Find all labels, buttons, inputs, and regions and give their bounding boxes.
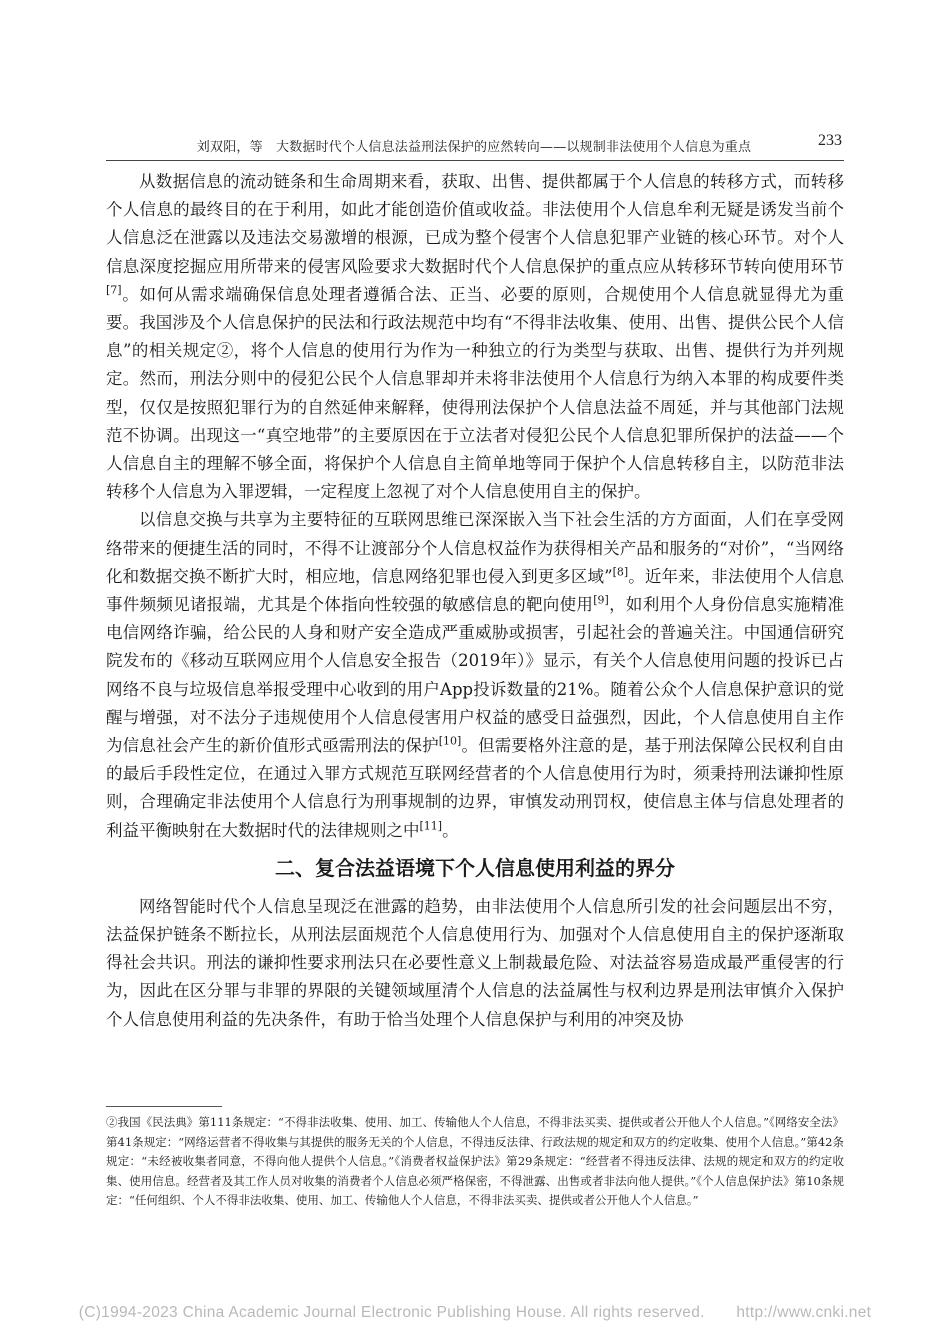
running-header: 刘双阳，等 大数据时代个人信息法益刑法保护的应然转向——以规制非法使用个人信息为重点: [196, 140, 752, 155]
paragraph-2-text-c: ，如利用个人身份信息实施精准电信网络诈骗，给公民的人身和财产安全造成严重威胁或损害，引起社会的普遍关注。中国通信研究院发布的《移动互联网应用个人信息安全报告（2019年）》显示，有关个人信息使用问题的投诉已占网络不良与垃圾信息举报受理中心收到的用户App投诉数量的21%。随着公众个人信息保护意识的觉醒与增强，对不法分子违规使用个人信息侵害用户权益的感受日益强烈，因此，个人信息使用自主作为信息社会产生的新价值形式亟需刑法的保护: [106, 595, 845, 756]
paragraph-2: [106, 506, 844, 844]
body-text: [106, 168, 844, 1034]
header-rule: [106, 160, 844, 161]
paragraph-2-text-a: 以信息交换与共享为主要特征的互联网思维已深深嵌入当下社会生活的方方面面，人们在享受网络带来的便捷生活的同时，不得不让渡部分个人信息权益作为获得相关产品和服务的“对价”，“当网络化和数据交换不断扩大时，相应地，信息网络犯罪也侵入到更多区域”: [106, 510, 844, 586]
citation-11[interactable]: [11]: [419, 819, 443, 833]
paragraph-1: [106, 168, 844, 506]
copyright-watermark: (C)1994-2023 China Academic Journal Electronic Publishing House. All rights reserved. http://www.cnki.net: [78, 1304, 872, 1321]
paragraph-1-text-a: 从数据信息的流动链条和生命周期来看，获取、出售、提供都属于个人信息的转移方式，而转移个人信息的最终目的在于利用，如此才能创造价值或收益。非法使用个人信息牟利无疑是诱发当前个人信息泛在泄露以及违法交易激增的根源，已成为整个侵害个人信息犯罪产业链的核心环节。对个人信息深度挖掘应用所带来的侵害风险要求大数据时代个人信息保护的重点应从转移环节转向使用环节: [106, 172, 844, 276]
section-heading: 二、复合法益语境下个人信息使用利益的界分: [275, 855, 675, 880]
paragraph-2-text-b: 。近年来，非法使用个人信息事件频频见诸报端，尤其是个体指向性较强的敏感信息的靶向使用: [106, 566, 845, 615]
page-number: 233: [818, 132, 842, 149]
citation-8[interactable]: [8]: [612, 565, 629, 579]
footnote: ②我国《民法典》第111条规定：“不得非法收集、使用、加工、传输他人个人信息，不得非法买卖、提供或者公开他人个人信息。”《网络安全法》第41条规定：“网络运营者不得收集与其提供的服务无关的个人信息，不得违反法律、行政法规的规定和双方的约定收集、使用个人信息。”第42条规定：“未经被收集者同意，不得向他人提供个人信息。”《消费者权益保护法》第29条规定：“经营者不得违反法律、法规的规定和双方的约定收集、使用信息。经营者及其工作人员对收集的消费者个人信息必须严格保密，不得泄露、出售或者非法向他人提供。”《个人信息保护法》第10条规定：“任何组织、个人不得非法收集、使用、加工、传输他人个人信息，不得非法买卖、提供或者公开他人个人信息。”: [106, 1115, 844, 1208]
paragraph-1-text-b: 。如何从需求端确保信息处理者遵循合法、正当、必要的原则，合规使用个人信息就显得尤为重要。我国涉及个人信息保护的民法和行政法规范中均有“不得非法收集、使用、出售、提供公民个人信息”的相关规定②，将个人信息的使用行为作为一种独立的行为类型与获取、出售、提供行为并列规定。然而，刑法分则中的侵犯公民个人信息罪却并未将非法使用个人信息行为纳入本罪的构成要件类型，仅仅是按照犯罪行为的自然延伸来解释，使得刑法保护个人信息法益不周延，并与其他部门法规范不协调。出现这一“真空地带”的主要原因在于立法者对侵犯公民个人信息犯罪所保护的法益——个人信息自主的理解不够全面，将保护个人信息自主简单地等同于保护个人信息转移自主，以防范非法转移个人信息为入罪逻辑，一定程度上忽视了对个人信息使用自主的保护。: [106, 284, 844, 502]
paragraph-2-text-e: 。: [442, 820, 459, 840]
citation-10[interactable]: [10]: [438, 734, 462, 748]
paragraph-3: 网络智能时代个人信息呈现泛在泄露的趋势，由非法使用个人信息所引发的社会问题层出不穷，法益保护链条不断拉长，从刑法层面规范个人信息使用行为、加强对个人信息使用自主的保护逐渐取得社会共识。刑法的谦抑性要求刑法只在必要性意义上制裁最危险、对法益容易造成最严重侵害的行为，因此在区分罪与非罪的界限的关键领域厘清个人信息的法益属性与权利边界是刑法审慎介入保护个人信息使用利益的先决条件，有助于恰当处理个人信息保护与利用的冲突及协: [106, 896, 844, 1029]
citation-7[interactable]: [7]: [106, 283, 122, 297]
paragraph-2-text-d: 。但需要格外注意的是，基于刑法保障公民权利自由的最后手段性定位，在通过入罪方式规范互联网经营者的个人信息使用行为时，须秉持刑法谦抑性原则，合理确定非法使用个人信息行为刑事规制的边界，审慎发动刑罚权，使信息主体与信息处理者的利益平衡映射在大数据时代的法律规则之中: [106, 736, 845, 840]
citation-9[interactable]: [9]: [593, 593, 609, 607]
footnote-rule: [106, 1106, 222, 1107]
